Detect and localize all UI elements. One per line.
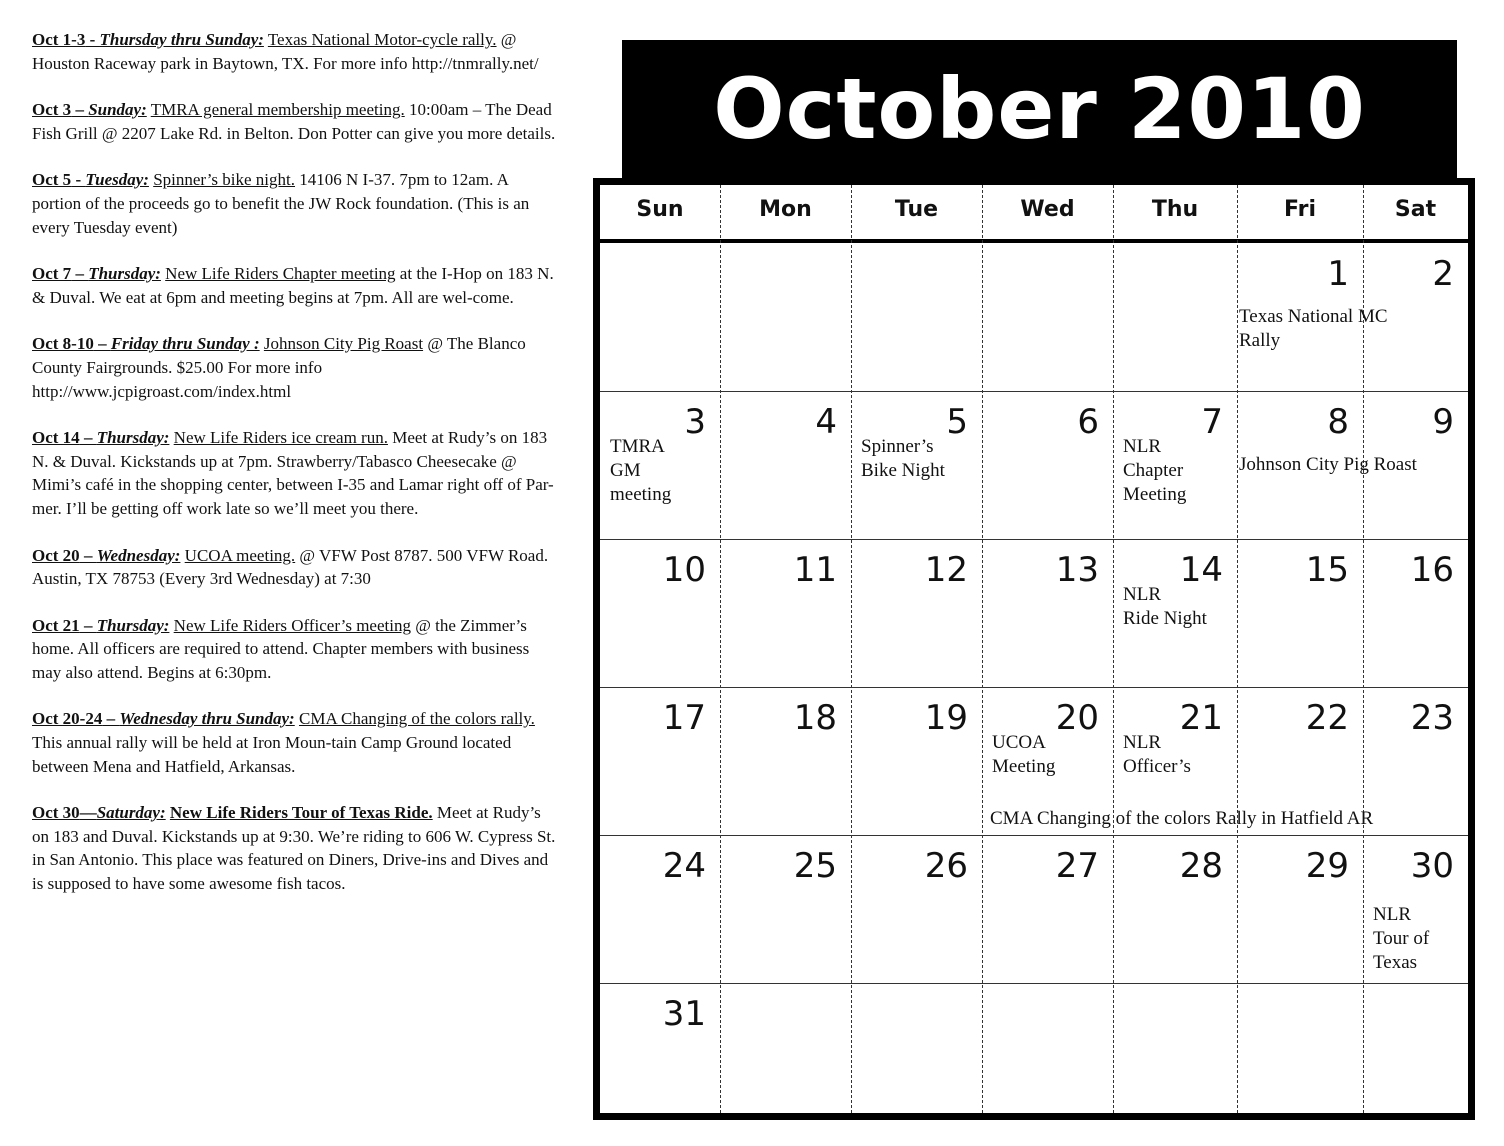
day-cell bbox=[1363, 983, 1468, 1131]
event-body: 10:00am – The Dead Fish Grill @ 2207 Lake Rd. in Belton. Don Potter can give you more details. bbox=[32, 100, 556, 143]
day-number: 26 bbox=[924, 846, 968, 886]
event-day: Thursday: bbox=[96, 428, 170, 448]
event-body: @ The Blanco County Fairgrounds. $25.00 For more info http://www.jcpigroast.com/index.html bbox=[32, 334, 526, 401]
day-cell bbox=[1363, 835, 1468, 983]
event-day: Wednesday thru Sunday: bbox=[119, 709, 295, 729]
day-number: 20 bbox=[1055, 698, 1099, 738]
event-note: NLR Chapter Meeting bbox=[1123, 436, 1187, 505]
event-date-label: Oct 3 bbox=[32, 100, 72, 120]
event-title: New Life Riders Tour of Texas Ride. bbox=[169, 803, 433, 823]
event-item bbox=[32, 614, 557, 685]
day-cell bbox=[1113, 539, 1237, 687]
weekday-header: Wed bbox=[1020, 197, 1075, 222]
event-item bbox=[32, 332, 557, 403]
event-date bbox=[32, 170, 149, 189]
event-body: Meet at Rudy’s on 183 and Duval. Kickstands up at 9:30. We’re riding to 606 W. Cypress St. in San Antonio. This place was featured on Diners, Drive-ins and Dives and is supposed to have some awesome fish tacos. bbox=[32, 803, 556, 894]
day-cell bbox=[720, 243, 851, 391]
event-day: Tuesday: bbox=[85, 170, 149, 190]
day-cell bbox=[600, 243, 720, 391]
weekday-header: Mon bbox=[759, 197, 812, 222]
event-note: NLR Ride Night bbox=[1123, 584, 1207, 629]
day-number: 14 bbox=[1179, 550, 1223, 590]
day-number: 19 bbox=[924, 698, 968, 738]
day-cell bbox=[600, 687, 720, 835]
event-date-label: Oct 8-10 bbox=[32, 334, 94, 354]
event-note: NLR Officer’s bbox=[1123, 732, 1191, 777]
day-cell bbox=[600, 391, 720, 539]
event-day: Thursday: bbox=[96, 615, 170, 635]
event-date-label: Oct 1-3 bbox=[32, 30, 86, 49]
day-cell bbox=[851, 243, 982, 391]
day-cell bbox=[720, 983, 851, 1131]
event-body: @ VFW Post 8787. 500 VFW Road. Austin, TX 78753 (Every 3rd Wednesday) at 7:30 bbox=[32, 545, 549, 589]
day-number: 8 bbox=[1327, 402, 1349, 442]
event-body: 14106 N I-37. 7pm to 12am. A portion of the proceeds go to benefit the JW Rock foundation. (This is an every Tuesday event) bbox=[32, 170, 530, 237]
weekday-header: Sat bbox=[1394, 197, 1437, 222]
day-number: 16 bbox=[1410, 550, 1454, 590]
event-date-label: Oct 14 bbox=[32, 428, 80, 448]
calendar-title: October 2010 bbox=[713, 60, 1366, 158]
day-cell bbox=[982, 983, 1113, 1131]
event-item bbox=[32, 544, 557, 591]
calendar-grid bbox=[593, 178, 1475, 1120]
event-note: Spinner’s Bike Night bbox=[861, 436, 945, 481]
day-number: 4 bbox=[815, 402, 837, 442]
event-title: New Life Riders Chapter meeting bbox=[165, 264, 396, 284]
day-cell bbox=[1363, 687, 1468, 835]
day-cell bbox=[600, 539, 720, 687]
event-date-sep: – bbox=[79, 545, 97, 565]
event-date-label: Oct 21 bbox=[32, 615, 80, 635]
day-cell bbox=[982, 539, 1113, 687]
day-cell bbox=[1363, 539, 1468, 687]
event-day: Saturday: bbox=[96, 803, 166, 823]
event-item bbox=[32, 426, 557, 520]
weekday-header: Tue bbox=[894, 197, 939, 222]
day-number: 10 bbox=[662, 550, 706, 590]
day-number: 1 bbox=[1327, 254, 1349, 294]
event-day: Thursday: bbox=[88, 264, 161, 284]
event-day: Wednesday: bbox=[96, 545, 181, 565]
day-cell bbox=[851, 835, 982, 983]
day-number: 24 bbox=[662, 846, 706, 886]
event-title: TMRA general membership meeting. bbox=[150, 100, 405, 120]
day-number: 28 bbox=[1179, 846, 1223, 886]
weekday-header: Thu bbox=[1151, 197, 1199, 222]
day-number: 5 bbox=[946, 402, 968, 442]
day-cell bbox=[720, 539, 851, 687]
calendar-title-bar bbox=[622, 40, 1457, 178]
day-cell bbox=[1237, 983, 1363, 1131]
event-note: Johnson City Pig Roast bbox=[1239, 454, 1417, 475]
day-number: 9 bbox=[1432, 402, 1454, 442]
day-cell bbox=[851, 983, 982, 1131]
day-cell bbox=[720, 391, 851, 539]
day-number: 12 bbox=[924, 550, 968, 590]
event-title: New Life Riders ice cream run. bbox=[173, 428, 388, 448]
event-date-sep: - bbox=[85, 30, 100, 49]
day-number: 22 bbox=[1305, 698, 1349, 738]
event-date-label: Oct 20 bbox=[32, 545, 80, 565]
day-number: 7 bbox=[1201, 402, 1223, 442]
day-cell bbox=[1363, 391, 1468, 539]
event-note: NLR Tour of Texas bbox=[1373, 904, 1430, 973]
day-number: 30 bbox=[1410, 846, 1454, 886]
event-title: New Life Riders Officer’s meeting bbox=[173, 615, 411, 635]
event-date-sep: – bbox=[93, 334, 111, 354]
day-cell bbox=[982, 835, 1113, 983]
event-item bbox=[32, 28, 557, 75]
day-number: 3 bbox=[684, 402, 706, 442]
day-cell bbox=[1237, 391, 1417, 539]
day-number: 31 bbox=[662, 994, 706, 1034]
event-body: @ Houston Raceway park in Baytown, TX. For more info http://tnmrally.net/ bbox=[32, 30, 539, 73]
event-date bbox=[32, 803, 166, 822]
event-title: Johnson City Pig Roast bbox=[263, 334, 424, 354]
day-number: 2 bbox=[1432, 254, 1454, 294]
event-title: Texas National Motor-cycle rally. bbox=[267, 30, 497, 49]
event-date bbox=[32, 100, 147, 119]
day-number: 23 bbox=[1410, 698, 1454, 738]
day-number: 27 bbox=[1055, 846, 1099, 886]
event-date bbox=[32, 616, 169, 635]
day-cell bbox=[720, 687, 851, 835]
event-date-sep: - bbox=[71, 170, 86, 190]
event-date-sep: – bbox=[102, 709, 120, 729]
day-number: 6 bbox=[1077, 402, 1099, 442]
event-body: at the I-Hop on 183 N. & Duval. We eat at 6pm and meeting begins at 7pm. All are wel-come. bbox=[32, 264, 554, 307]
event-date-label: Oct 20-24 bbox=[32, 709, 103, 729]
event-date-label: Oct 30 bbox=[32, 803, 80, 823]
calendar-cells bbox=[600, 185, 1468, 1113]
day-cell bbox=[720, 835, 851, 983]
event-note: Texas National MC Rally bbox=[1239, 306, 1388, 351]
event-day: Sunday: bbox=[88, 100, 147, 120]
day-number: 29 bbox=[1305, 846, 1349, 886]
day-cell bbox=[1113, 243, 1237, 391]
day-cell bbox=[982, 391, 1113, 539]
event-date-sep: –– bbox=[79, 803, 97, 823]
day-cell bbox=[1113, 835, 1237, 983]
event-day: Thursday thru Sunday: bbox=[99, 30, 264, 49]
event-date bbox=[32, 334, 260, 353]
day-number: 15 bbox=[1305, 550, 1349, 590]
day-cell bbox=[982, 243, 1113, 391]
day-cell bbox=[600, 983, 720, 1131]
event-date-sep: – bbox=[79, 428, 97, 448]
event-day: Friday thru Sunday : bbox=[110, 334, 260, 354]
event-note: TMRA GM meeting bbox=[610, 436, 672, 505]
day-cell bbox=[600, 835, 720, 983]
event-item bbox=[32, 98, 557, 145]
day-cell bbox=[1113, 983, 1237, 1131]
event-item bbox=[32, 168, 557, 239]
multi-day-event-note: CMA Changing of the colors Rally in Hatfield AR bbox=[990, 808, 1374, 829]
event-date-label: Oct 7 bbox=[32, 264, 72, 284]
weekday-header: Fri bbox=[1283, 197, 1316, 222]
event-item bbox=[32, 262, 557, 309]
event-date bbox=[32, 428, 169, 447]
event-note: UCOA Meeting bbox=[992, 732, 1056, 777]
event-list bbox=[32, 28, 557, 919]
event-date bbox=[32, 30, 264, 49]
event-date-sep: – bbox=[79, 615, 97, 635]
event-date bbox=[32, 546, 180, 565]
event-title: CMA Changing of the colors rally. bbox=[298, 709, 535, 729]
event-date-label: Oct 5 bbox=[32, 170, 72, 190]
event-date bbox=[32, 264, 161, 283]
day-cell bbox=[851, 539, 982, 687]
day-number: 25 bbox=[793, 846, 837, 886]
day-cell bbox=[1237, 835, 1363, 983]
event-item bbox=[32, 801, 557, 895]
day-number: 11 bbox=[793, 550, 837, 590]
day-number: 13 bbox=[1055, 550, 1099, 590]
day-cell bbox=[1363, 243, 1468, 391]
day-number: 17 bbox=[662, 698, 706, 738]
event-title: UCOA meeting. bbox=[184, 545, 296, 565]
event-body: This annual rally will be held at Iron Moun-tain Camp Ground located between Mena and Hatfield, Arkansas. bbox=[32, 733, 512, 776]
day-cell bbox=[851, 391, 982, 539]
day-cell bbox=[1237, 539, 1363, 687]
event-date bbox=[32, 709, 295, 728]
day-cell bbox=[1113, 391, 1237, 539]
event-date-sep: – bbox=[71, 264, 89, 284]
day-cell bbox=[1237, 243, 1388, 391]
day-number: 21 bbox=[1179, 698, 1223, 738]
day-number: 18 bbox=[793, 698, 837, 738]
event-body: Meet at Rudy’s on 183 N. & Duval. Kickstands up at 7pm. Strawberry/Tabasco Cheesecake @ Mimi’s café in the shopping center, between I-35 and Lamar right off of Par-mer. I’ll be getting off work late so we’ll meet you there. bbox=[32, 428, 554, 518]
event-date-sep: – bbox=[71, 100, 89, 120]
day-cell bbox=[851, 687, 982, 835]
event-body: @ the Zimmer’s home. All officers are required to attend. Chapter members with business may also attend. Begins at 6:30pm. bbox=[32, 615, 530, 682]
event-item bbox=[32, 707, 557, 778]
weekday-header: Sun bbox=[636, 197, 684, 222]
event-title: Spinner’s bike night. bbox=[153, 170, 296, 190]
